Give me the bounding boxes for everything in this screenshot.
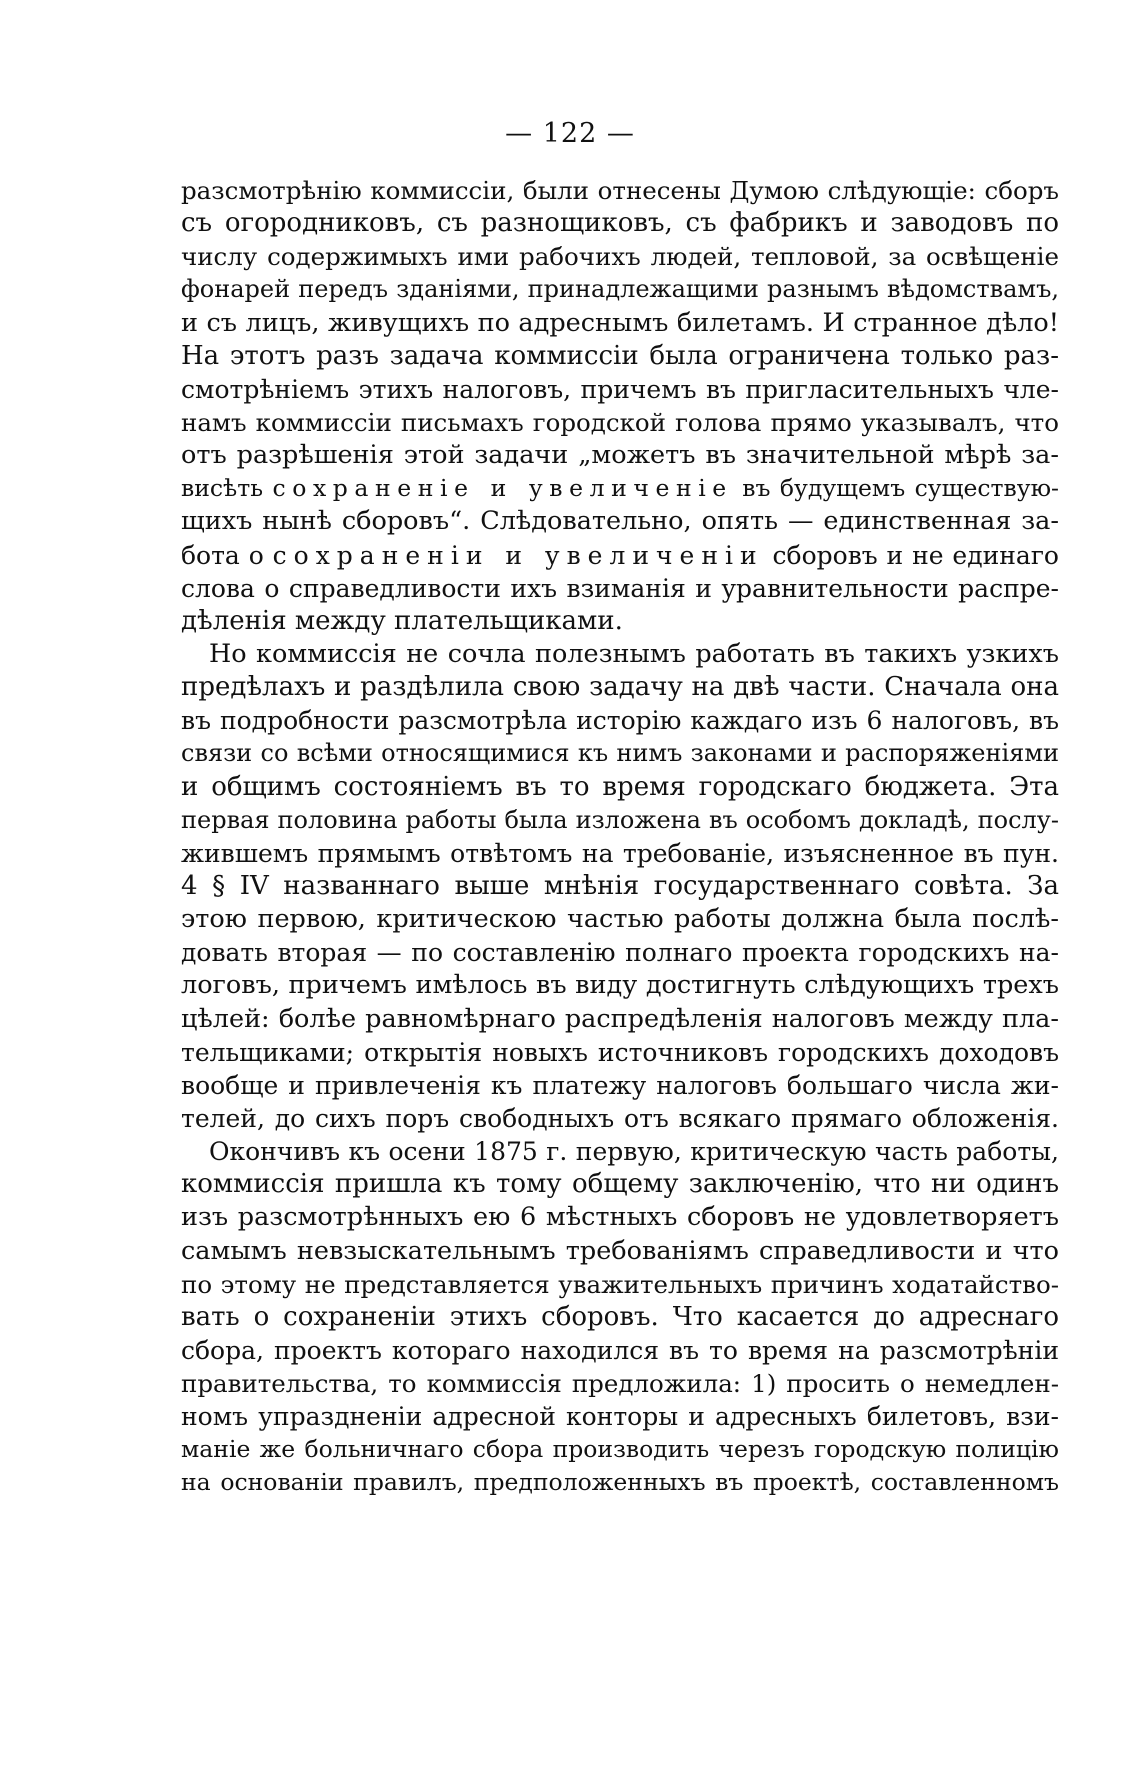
text-fragment: въ будущемъ существую-: [732, 474, 1059, 503]
text-line: телей, до сихъ поръ свободныхъ отъ всякаго прямаго обложенія.: [181, 1103, 1059, 1133]
text-line: номъ упраздненіи адресной конторы и адресныхъ билетовъ, взи-: [181, 1402, 1059, 1432]
text-line: и общимъ состояніемъ въ то время городскаго бюджета. Эта: [181, 771, 1059, 802]
text-line: цѣлей: болѣе равномѣрнаго распредѣленія налоговъ между пла-: [181, 1003, 1059, 1034]
text-line: довать вторая — по составленію полнаго проекта городскихъ на-: [181, 938, 1059, 968]
text-line: изъ разсмотрѣнныхъ ею 6 мѣстныхъ сборовъ не удовлетворяетъ: [181, 1202, 1059, 1233]
text-line: вообще и привлеченія къ платежу налоговъ большаго числа жи-: [181, 1070, 1059, 1100]
text-line: намъ коммиссіи письмахъ городской голова прямо указывалъ, что: [181, 407, 1059, 437]
text-line: самымъ невзыскательнымъ требованіямъ справедливости и что: [181, 1235, 1059, 1266]
text-line-spaced: [181, 539, 1059, 572]
text-line: связи со всѣми относящимися къ нимъ законами и распоряженіями: [181, 739, 1059, 768]
body-text: [181, 174, 1059, 1500]
page-number: — 122 —: [505, 118, 635, 149]
text-line-spaced: [181, 472, 1059, 505]
text-fragment: бота о: [181, 540, 273, 570]
text-line: разсмотрѣнію коммиссіи, были отнесены Думою слѣдующіе: сборъ: [181, 176, 1059, 205]
text-fragment: висѣть: [181, 474, 273, 503]
text-line: слова о справедливости ихъ взиманія и уравнительности распре-: [181, 573, 1059, 603]
text-line: смотрѣніемъ этихъ налоговъ, причемъ въ пригласительныхъ чле-: [181, 374, 1059, 404]
text-line: отъ разрѣшенія этой задачи „можетъ въ значительной мѣрѣ за-: [181, 440, 1059, 471]
text-line: жившемъ прямымъ отвѣтомъ на требованіе, изъясненное въ пун.: [181, 838, 1059, 868]
text-line: первая половина работы была изложена въ особомъ докладѣ, послу-: [181, 805, 1059, 834]
text-line: вать о сохраненіи этихъ сборовъ. Что касается до адреснаго: [181, 1301, 1059, 1332]
text-line: дѣленія между плательщиками.: [181, 605, 623, 636]
text-line: въ подробности разсмотрѣла исторію каждаго изъ 6 налоговъ, въ: [181, 706, 1059, 736]
text-line: фонарей передъ зданіями, принадлежащими разнымъ вѣдомствамъ,: [181, 275, 1059, 304]
text-line: 4 § IV названнаго выше мнѣнія государственнаго совѣта. За: [181, 870, 1059, 901]
text-line: коммиссія пришла къ тому общему заключенію, что ни одинъ: [181, 1169, 1059, 1200]
text-line: правительства, то коммиссія предложила: 1) просить о немедлен-: [181, 1369, 1059, 1399]
text-line: логовъ, причемъ имѣлось въ виду достигнуть слѣдующихъ трехъ: [181, 970, 1059, 1001]
text-line: щихъ нынѣ сборовъ“. Слѣдовательно, опять — единственная за-: [181, 506, 1059, 537]
text-fragment: сборовъ и не единаго: [763, 540, 1059, 570]
text-line: предѣлахъ и раздѣлила свою задачу на двѣ части. Сначала она: [181, 672, 1059, 703]
text-line: Но коммиссія не сочла полезнымъ работать въ такихъ узкихъ: [209, 638, 1059, 669]
spaced-emphasis: сохраненіе и увеличеніе: [272, 474, 733, 503]
spaced-emphasis: сохраненіи и увеличеніи: [272, 540, 764, 570]
text-line: маніе же больничнаго сбора производить черезъ городскую полицію: [181, 1435, 1059, 1464]
text-line: тельщиками; открытія новыхъ источниковъ городскихъ доходовъ: [181, 1037, 1059, 1067]
text-line: и съ лицъ, живущихъ по адреснымъ билетамъ. И странное дѣло!: [181, 307, 1059, 338]
text-line: на основаніи правилъ, предположенныхъ въ проектѣ, составленномъ: [181, 1468, 1059, 1497]
text-line: сбора, проектъ котораго находился въ то время на разсмотрѣніи: [181, 1335, 1059, 1365]
text-line: На этотъ разъ задача коммиссіи была ограничена только раз-: [181, 340, 1059, 371]
text-line: числу содержимыхъ ими рабочихъ людей, тепловой, за освѣщеніе: [181, 242, 1059, 272]
text-line: по этому не представляется уважительныхъ причинъ ходатайство-: [181, 1269, 1059, 1299]
text-line: съ огородниковъ, съ разнощиковъ, съ фабрикъ и заводовъ по: [181, 208, 1059, 239]
text-line: этою первою, критическою частью работы должна была послѣ-: [181, 904, 1059, 935]
text-line: Окончивъ къ осени 1875 г. первую, критическую часть работы,: [209, 1137, 1059, 1167]
